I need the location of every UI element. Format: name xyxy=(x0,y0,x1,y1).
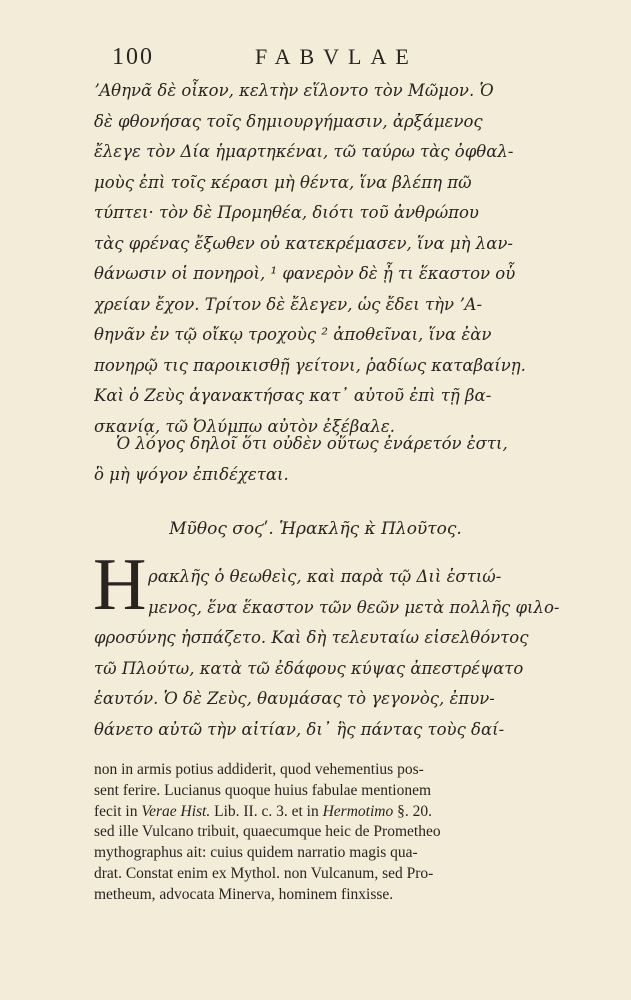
text-line: σκανίᾳ, τῶ Ὀλύμπω αὐτὸν ἐξέβαλε. xyxy=(94,416,396,436)
note-line: drat. Constat enim ex Mythol. non Vulcanum, sed Pro- xyxy=(94,864,434,882)
text-line: ἔλεγε τὸν Δία ἡμαρτηκέναι, τῶ ταύρω τὰς ὀφθαλ- xyxy=(94,142,514,161)
text-line: τῶ Πλούτω, κατὰ τῶ ἐδάφους κύψας ἀπεστρέψατο xyxy=(94,658,524,678)
note-title-italic: Verae Hist. xyxy=(141,802,211,820)
text-line: ὃ μὴ ψόγον ἐπιδέχεται. xyxy=(94,464,289,484)
note-line: sent ferire. Lucianus quoque huius fabulae mentionem xyxy=(94,781,432,799)
text-line: ʼΑθηνᾶ δὲ οἶκον, κελτὴν εἵλοντο τὸν Μῶμον. Ὁ xyxy=(94,81,494,100)
greek-text-fable-body xyxy=(94,623,604,745)
note-line: mythographus ait: cuius quidem narratio magis qua- xyxy=(94,844,418,862)
running-head: FABVLAE xyxy=(255,44,418,69)
text-line: πονηρῷ τις παροικισθῇ γείτονι, ῥαδίως καταβαίνῃ. xyxy=(94,355,526,375)
text-line: δὲ φθονήσας τοῖς δημιουργήμασιν, ἀρξάμενος xyxy=(94,111,483,131)
text-line: Καὶ ὁ Ζεὺς ἀγανακτήσας κατ᾽ αὐτοῦ ἐπὶ τῇ βα- xyxy=(94,386,492,405)
text-line: τύπτει· τὸν δὲ Προμηθέα, διότι τοῦ ἀνθρώπου xyxy=(94,203,479,222)
latin-footnote xyxy=(94,760,609,906)
note-text: §. 20. xyxy=(393,802,432,820)
note-line: non in armis potius addiderit, quod vehementius pos- xyxy=(94,761,424,778)
page-header xyxy=(100,44,591,74)
text-line: χρείαν ἔχον. Τρίτον δὲ ἔλεγεν, ὡς ἔδει τὴν ʼΑ- xyxy=(94,294,483,314)
note-text: fecit in xyxy=(94,802,142,820)
text-line: Ὁ λόγος δηλοῖ ὅτι οὐδὲν οὕτως ἐνάρετόν ἐστι, xyxy=(116,434,508,453)
text-line: ρακλῆς ὁ θεωθεὶς, καὶ παρὰ τῷ Διὶ ἑστιώ- xyxy=(148,567,502,586)
note-text: Lib. II. c. 3. et in xyxy=(210,802,323,820)
text-line: ἑαυτόν. Ὁ δὲ Ζεὺς, θαυμάσας τὸ γεγονὸς, ἐπυν- xyxy=(94,689,495,708)
note-title-italic: Hermotimo xyxy=(322,802,394,820)
text-line: μοὺς ἐπὶ τοῖς κέρασι μὴ θέντα, ἵνα βλέπη πῶ xyxy=(94,172,472,192)
greek-text-fable-start xyxy=(148,562,608,623)
text-line: μενος, ἕνα ἕκαστον τῶν θεῶν μετὰ πολλῆς φιλο- xyxy=(148,597,560,617)
fable-moral xyxy=(94,429,604,490)
text-line: θάνετο αὐτῶ τὴν αἰτίαν, δι᾽ ἣς πάντας τοὺς δαί- xyxy=(94,719,505,739)
note-line: metheum, advocata Minerva, hominem finxisse. xyxy=(94,885,394,903)
note-line: sed ille Vulcano tribuit, quaecumque heic de Prometheo xyxy=(94,823,441,841)
text-line: τὰς φρένας ἔξωθεν οὐ κατεκρέμασεν, ἵνα μὴ λαν- xyxy=(94,233,513,253)
text-line: θάνωσιν οἱ πονηροὶ, ¹ φανερὸν δὲ ᾖ τι ἕκαστον οὗ xyxy=(94,264,516,283)
greek-text-fable-end xyxy=(94,76,604,442)
fable-title: Μῦθος σοϛʹ. Ἡρακλῆς κ̀ Πλοῦτος. xyxy=(169,519,462,539)
note-line xyxy=(94,802,609,823)
text-line: θηνᾶν ἐν τῷ οἴκῳ τροχοὺς ² ἀποθεῖναι, ἵνα ἐὰν xyxy=(94,325,492,344)
text-line: φροσύνης ἠσπάζετο. Καὶ δὴ τελευταίω εἰσελθόντος xyxy=(94,628,529,647)
page-number: 100 xyxy=(112,44,154,70)
drop-cap: H xyxy=(93,544,147,626)
